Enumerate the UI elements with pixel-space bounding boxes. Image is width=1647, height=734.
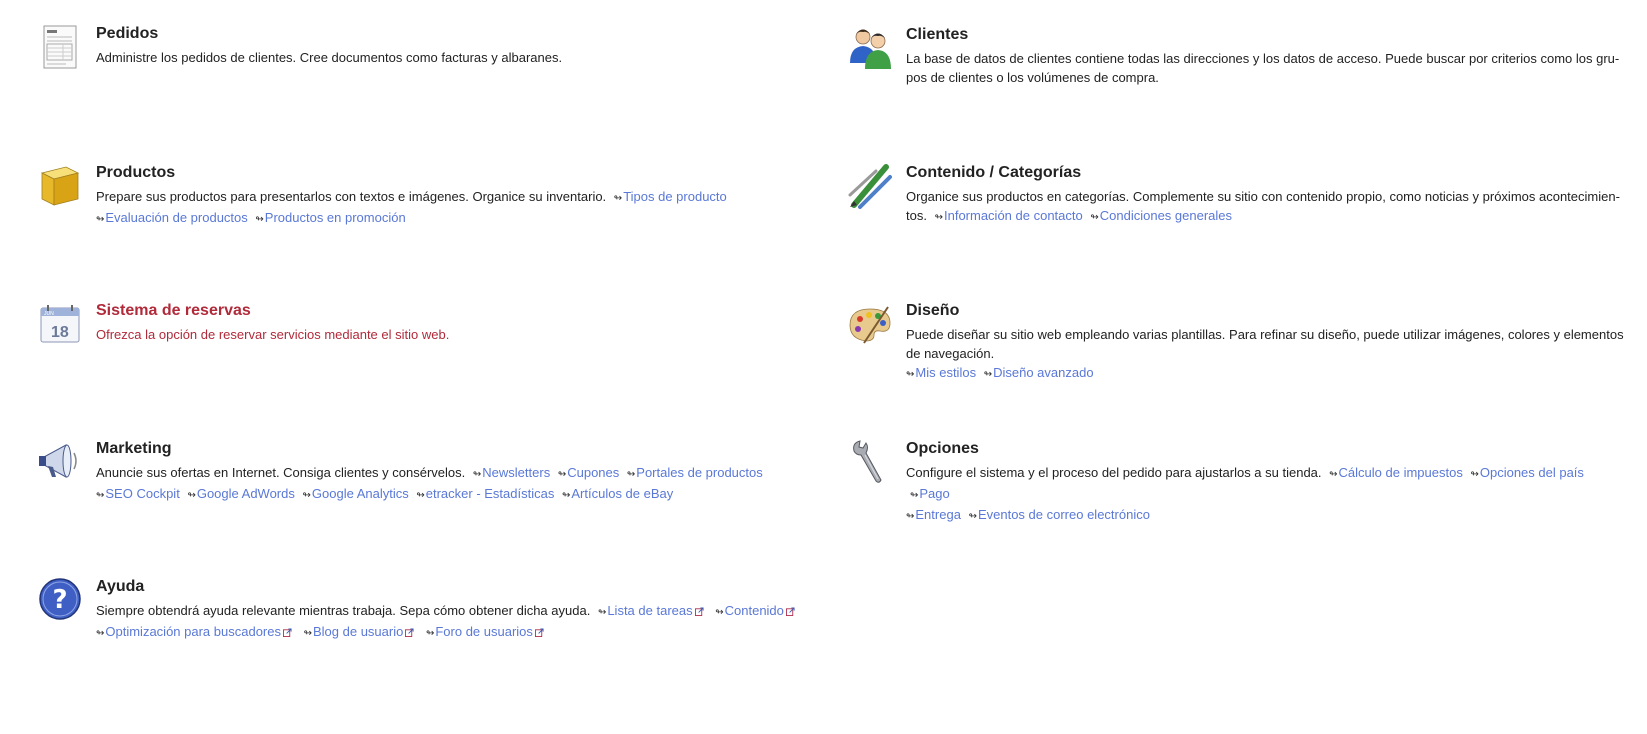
tile-title[interactable]: Marketing bbox=[96, 440, 172, 457]
link-arrow-icon: ↬ bbox=[597, 607, 607, 618]
description-line-1: La base de datos de clientes contiene todas las direcciones y los datos de acceso. Puede buscar por criterios como los gru- bbox=[906, 51, 1620, 66]
link-eventos-de-correo[interactable]: Eventos de correo electrónico bbox=[977, 507, 1150, 522]
tile-productos bbox=[36, 163, 806, 229]
link-google-adwords[interactable]: Google AdWords bbox=[196, 486, 295, 501]
link-arrow-icon: ↬ bbox=[557, 469, 567, 480]
link-arrow-icon: ↬ bbox=[303, 628, 312, 639]
tile-clientes bbox=[846, 25, 1631, 87]
external-link-icon bbox=[535, 628, 544, 637]
tile-contenido bbox=[846, 163, 1631, 227]
link-arrow-icon: ↬ bbox=[968, 511, 977, 522]
link-opciones-del-pais[interactable]: Opciones del país bbox=[1479, 465, 1584, 480]
link-arrow-icon: ↬ bbox=[1470, 469, 1479, 480]
link-arrow-icon: ↬ bbox=[906, 369, 915, 380]
tile-title[interactable]: Ayuda bbox=[96, 578, 145, 595]
product-box-icon[interactable] bbox=[36, 161, 84, 209]
description-text: Prepare sus productos para presentarlos con textos e imágenes. Organice su inventario. bbox=[96, 189, 607, 204]
description-text: Configure el sistema y el proceso del pedido para ajustarlos a su tienda. bbox=[906, 465, 1322, 480]
link-arrow-icon: ↬ bbox=[626, 469, 636, 480]
link-blog-de-usuario[interactable]: Blog de usuario bbox=[313, 624, 404, 639]
question-mark-glyph: ? bbox=[52, 585, 68, 615]
tile-description bbox=[96, 601, 806, 643]
description-text: Anuncie sus ofertas en Internet. Consiga clientes y consérvelos. bbox=[96, 465, 466, 480]
external-link-icon bbox=[283, 628, 292, 637]
link-arrow-icon: ↬ bbox=[96, 628, 105, 639]
link-etracker-estadisticas[interactable]: etracker - Estadísticas bbox=[425, 486, 555, 501]
invoice-document-icon[interactable] bbox=[36, 22, 84, 70]
link-arrow-icon: ↬ bbox=[613, 193, 623, 204]
external-link-icon bbox=[786, 607, 795, 616]
tile-description: Administre los pedidos de clientes. Cree documentos como facturas y albaranes. bbox=[96, 50, 563, 65]
tile-marketing bbox=[36, 439, 806, 505]
description-line-2: tos. bbox=[906, 208, 927, 223]
link-foro-de-usuarios[interactable]: Foro de usuarios bbox=[435, 624, 533, 639]
description-line-2: pos de clientes o los volúmenes de compra. bbox=[906, 70, 1159, 85]
tile-title[interactable]: Pedidos bbox=[96, 25, 159, 42]
link-arrow-icon: ↬ bbox=[910, 490, 919, 501]
tile-diseno bbox=[846, 301, 1631, 384]
tile-title[interactable]: Sistema de reservas bbox=[96, 302, 251, 319]
megaphone-icon[interactable] bbox=[36, 437, 84, 485]
link-arrow-icon: ↬ bbox=[906, 511, 915, 522]
tile-opciones bbox=[846, 439, 1631, 526]
link-articulos-de-ebay[interactable]: Artículos de eBay bbox=[571, 486, 674, 501]
description-line-1: Puede diseñar su sitio web empleando varias plantillas. Para refinar su diseño, puede utilizar imágenes, colores y elementos bbox=[906, 327, 1624, 342]
wrench-icon[interactable] bbox=[846, 437, 894, 485]
link-productos-en-promocion[interactable]: Productos en promoción bbox=[264, 210, 406, 225]
link-arrow-icon: ↬ bbox=[255, 214, 264, 225]
link-arrow-icon: ↬ bbox=[187, 490, 196, 501]
tile-reservas bbox=[36, 301, 806, 347]
link-entrega[interactable]: Entrega bbox=[915, 507, 961, 522]
link-arrow-icon: ↬ bbox=[1329, 469, 1338, 480]
external-link-icon bbox=[695, 607, 704, 616]
link-arrow-icon: ↬ bbox=[715, 607, 724, 618]
link-evaluacion-de-productos[interactable]: Evaluación de productos bbox=[105, 210, 248, 225]
link-arrow-icon: ↬ bbox=[472, 469, 482, 480]
link-diseno-avanzado[interactable]: Diseño avanzado bbox=[993, 365, 1094, 380]
tile-title[interactable]: Diseño bbox=[906, 302, 960, 319]
link-seo-cockpit[interactable]: SEO Cockpit bbox=[105, 486, 180, 501]
calendar-icon[interactable] bbox=[36, 299, 84, 347]
link-arrow-icon: ↬ bbox=[983, 369, 993, 380]
link-pago[interactable]: Pago bbox=[919, 486, 950, 501]
tile-title[interactable]: Contenido / Categorías bbox=[906, 164, 1082, 181]
tile-title[interactable]: Clientes bbox=[906, 26, 969, 43]
pencils-icon[interactable] bbox=[846, 161, 894, 209]
help-question-icon[interactable] bbox=[36, 575, 84, 623]
tile-description bbox=[96, 187, 806, 229]
link-arrow-icon: ↬ bbox=[1090, 212, 1099, 223]
tile-description bbox=[906, 463, 1631, 526]
calendar-day: 18 bbox=[51, 324, 69, 341]
link-arrow-icon: ↬ bbox=[96, 490, 105, 501]
tile-title[interactable]: Productos bbox=[96, 164, 176, 181]
tile-description bbox=[906, 325, 1631, 384]
tile-description: Ofrezca la opción de reservar servicios mediante el sitio web. bbox=[96, 327, 450, 342]
link-lista-de-tareas[interactable]: Lista de tareas bbox=[607, 603, 693, 618]
link-arrow-icon: ↬ bbox=[302, 490, 311, 501]
link-google-analytics[interactable]: Google Analytics bbox=[311, 486, 409, 501]
link-portales-de-productos[interactable]: Portales de productos bbox=[636, 465, 763, 480]
link-cupones[interactable]: Cupones bbox=[567, 465, 620, 480]
link-calculo-de-impuestos[interactable]: Cálculo de impuestos bbox=[1338, 465, 1463, 480]
link-contenido[interactable]: Contenido bbox=[724, 603, 784, 618]
customers-icon[interactable] bbox=[846, 23, 894, 71]
link-informacion-de-contacto[interactable]: Información de contacto bbox=[943, 208, 1083, 223]
link-arrow-icon: ↬ bbox=[561, 490, 571, 501]
external-link-icon bbox=[405, 628, 414, 637]
link-arrow-icon: ↬ bbox=[934, 212, 943, 223]
paint-palette-icon[interactable] bbox=[846, 299, 894, 347]
tile-pedidos bbox=[36, 24, 806, 70]
tile-ayuda bbox=[36, 577, 806, 643]
link-newsletters[interactable]: Newsletters bbox=[482, 465, 551, 480]
link-tipos-de-producto[interactable]: Tipos de producto bbox=[623, 189, 727, 204]
description-text: Siempre obtendrá ayuda relevante mientras trabaja. Sepa cómo obtener dicha ayuda. bbox=[96, 603, 591, 618]
tile-description bbox=[906, 49, 1631, 87]
tile-description bbox=[906, 187, 1631, 227]
link-mis-estilos[interactable]: Mis estilos bbox=[915, 365, 977, 380]
description-line-1: Organice sus productos en categorías. Complemente su sitio con contenido propio, como noticias y próximos acontecimien- bbox=[906, 189, 1620, 204]
link-arrow-icon: ↬ bbox=[416, 490, 425, 501]
calendar-month: JUN bbox=[44, 311, 54, 317]
link-arrow-icon: ↬ bbox=[96, 214, 105, 225]
tile-description bbox=[96, 463, 806, 505]
tile-title[interactable]: Opciones bbox=[906, 440, 979, 457]
link-arrow-icon: ↬ bbox=[425, 628, 435, 639]
link-condiciones-generales[interactable]: Condiciones generales bbox=[1099, 208, 1233, 223]
description-line-2: de navegación. bbox=[906, 346, 995, 361]
link-optimizacion-buscadores[interactable]: Optimización para buscadores bbox=[105, 624, 281, 639]
